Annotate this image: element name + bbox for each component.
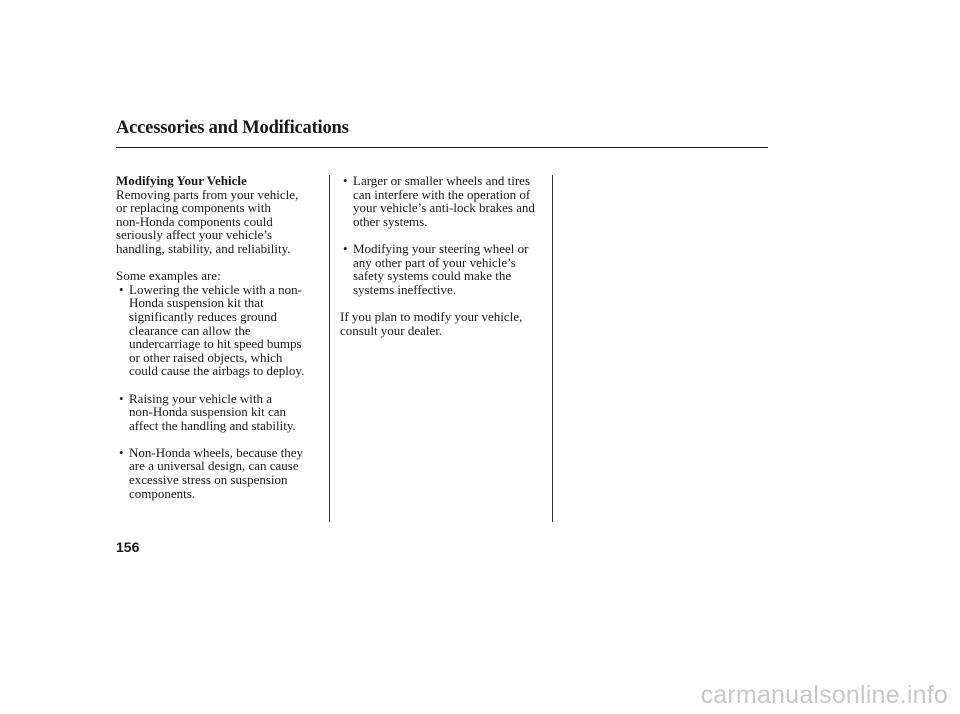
text-line: non-Honda components could [116,213,273,229]
text-line: If you plan to modify your vehicle, [340,308,523,324]
bullet-item [116,283,326,378]
text-line: seriously affect your vehicle’s [116,227,273,243]
text-line: your vehicle’s anti-lock brakes and [353,200,535,216]
bullet-icon: • [119,390,124,406]
bullet-icon: • [119,444,124,460]
text-line: are a universal design, can cause [129,458,299,474]
text-line: other systems. [353,213,428,229]
right-column [340,174,550,337]
text-line: Modifying your steering wheel or [353,240,529,256]
text-line: non-Honda suspension kit can [129,404,287,420]
text-line: handling, stability, and reliability. [116,240,291,256]
bullet-item [340,242,550,296]
text-line: can interfere with the operation of [353,186,531,202]
bullet-icon: • [343,240,348,256]
text-line: systems ineffective. [353,281,457,297]
text-line: excessive stress on suspension [129,472,288,488]
examples-label: Some examples are: [116,268,221,284]
bullet-item [116,392,326,433]
text-line: or other raised objects, which [129,349,283,365]
section-title: Accessories and Modifications [116,118,349,138]
text-line: or replacing components with [116,200,271,216]
text-line: Larger or smaller wheels and tires [353,173,530,188]
column-divider-left [329,175,330,522]
text-line: significantly reduces ground [129,308,278,324]
text-line: any other part of your vehicle’s [353,254,516,270]
watermark-text: carmanualsonline.info [700,681,948,709]
bullet-icon: • [343,173,348,188]
text-line: Lowering the vehicle with a non- [129,281,302,297]
bullet-item [116,446,326,500]
text-line: Raising your vehicle with a [129,390,272,406]
text-line: Removing parts from your vehicle, [116,186,299,202]
subsection-heading: Modifying Your Vehicle [116,173,247,188]
bullet-icon: • [119,281,124,297]
text-line: Honda suspension kit that [129,295,264,311]
bullet-item [340,174,550,228]
title-divider [116,147,768,148]
text-line: undercarriage to hit speed bumps [129,336,302,352]
text-line: safety systems could make the [353,268,512,284]
page-number: 156 [116,539,140,555]
text-line: could cause the airbags to deploy. [129,363,305,379]
column-divider-right [552,175,553,522]
text-line: components. [129,485,196,501]
text-line: clearance can allow the [129,322,251,338]
text-line: consult your dealer. [340,322,443,338]
text-line: Non-Honda wheels, because they [129,444,303,460]
closing-paragraph [340,310,550,337]
left-column [116,174,326,500]
intro-paragraph [116,188,326,256]
text-line: affect the handling and stability. [129,417,296,433]
